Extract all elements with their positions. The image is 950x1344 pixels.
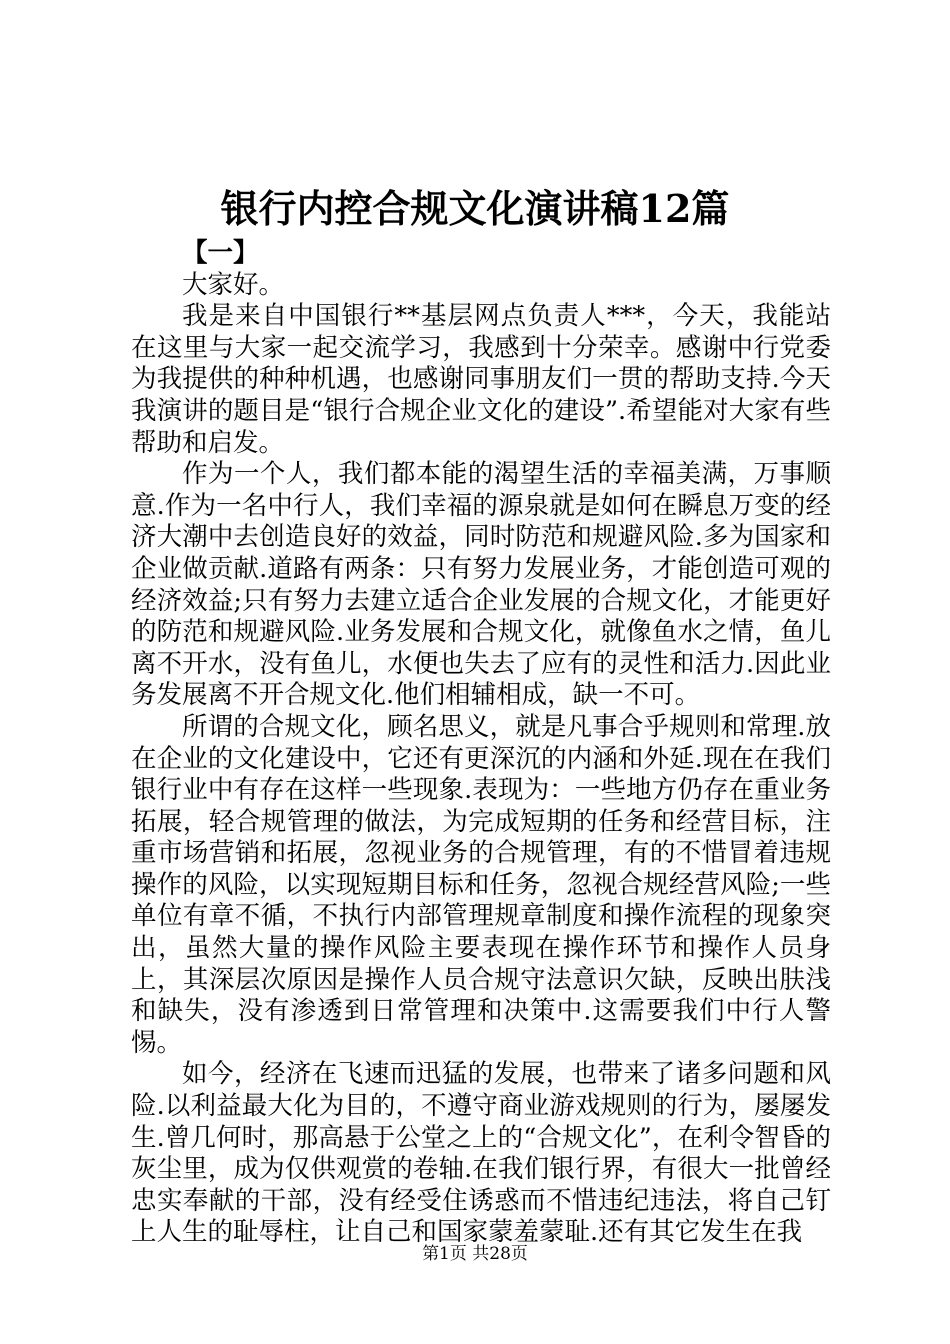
paragraph-greeting: 大家好。 — [182, 269, 285, 300]
document-body — [131, 238, 831, 1249]
paragraph-compliance-culture: 所谓的合规文化，顾名思义，就是凡事合乎规则和常理.放在企业的文化建设中，它还有更深沉的内涵和外延.现在在我们银行业中有存在这样一些现象.表现为：一些地方仍存在重业务拓展，轻合规管理的做法，为完成短期的任务和经营目标，注重市场营销和拓展，忽视业务的合规管理，有的不惜冒着违规操作的风险，以实现短期目标和任务，忽视合规经营风险;一些单位有章不循，不执行内部管理规章制度和操作流程的现象突出，虽然大量的操作风险主要表现在操作环节和操作人员身上，其深层次原因是操作人员合规守法意识欠缺，反映出肤浅和缺失，没有渗透到日常管理和决策中.这需要我们中行人警惕。 — [131, 711, 831, 1058]
page-footer: 第1页 共28页 — [422, 1244, 528, 1264]
paragraph-introduction: 我是来自中国银行**基层网点负责人***，今天，我能站在这里与大家一起交流学习，我感到十分荣幸。感谢中行党委为我提供的种种机遇，也感谢同事朋友们一贯的帮助支持.今天我演讲的题目是“银行合规企业文化的建设”.希望能对大家有些帮助和启发。 — [131, 301, 831, 458]
paragraph-economy-risks: 如今，经济在飞速而迅猛的发展，也带来了诸多问题和风险.以利益最大化为目的，不遵守商业游戏规则的行为，屡屡发生.曾几何时，那高悬于公堂之上的“合规文化”，在利令智昏的灰尘里，成为仅供观赏的卷轴.在我们银行界，有很大一批曾经忠实奉献的干部，没有经受住诱惑而不惜违纪违法，将自己钉上人生的耻辱柱，让自己和国家蒙羞蒙耻.还有其它发生在我 — [131, 1059, 831, 1248]
paragraph-happiness: 作为一个人，我们都本能的渴望生活的幸福美满，万事顺意.作为一名中行人，我们幸福的源泉就是如何在瞬息万变的经济大潮中去创造良好的效益，同时防范和规避风险.多为国家和企业做贡献.道路有两条：只有努力发展业务，才能创造可观的经济效益;只有努力去建立适合企业发展的合规文化，才能更好的防范和规避风险.业务发展和合规文化，就像鱼水之情，鱼儿离不开水，没有鱼儿，水便也失去了应有的灵性和活力.因此业务发展离不开合规文化.他们相辅相成，缺一不可。 — [131, 459, 831, 711]
section-label: 【一】 — [182, 238, 259, 268]
document-title: 银行内控合规文化演讲稿12篇 — [220, 186, 730, 231]
